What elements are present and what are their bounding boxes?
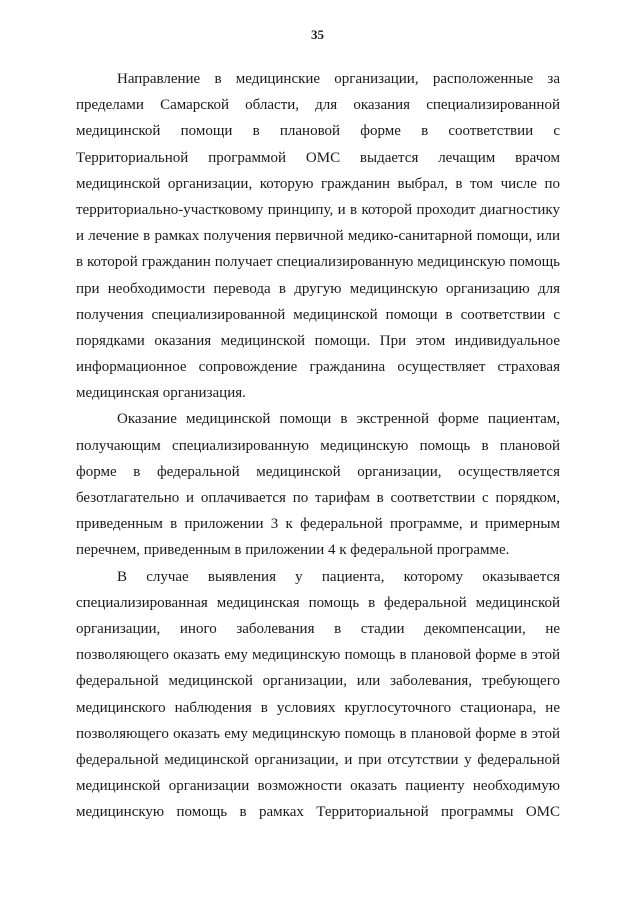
text-line: медицинскую помощь в рамках Территориальной программы ОМС (76, 804, 560, 821)
text-line: приведенным в приложении 3 к федеральной программе, и примерным (76, 516, 560, 533)
text-line: медицинской организации, которую гражданин выбрал, в том числе по (76, 175, 560, 192)
text-line: медицинского наблюдения в условиях круглосуточного стационара, не (76, 699, 560, 716)
paragraph-1 (76, 66, 560, 406)
body-text (76, 66, 560, 825)
page-number: 35 (311, 27, 324, 42)
text-line: при необходимости перевода в другую медицинскую организацию для (76, 280, 560, 297)
text-line: перечнем, приведенным в приложении 4 к федеральной программе. (76, 542, 510, 559)
text-line: организации, иного заболевания в стадии декомпенсации, не (76, 620, 560, 637)
text-line: пределами Самарской области, для оказания специализированной (76, 97, 560, 114)
text-line: получающим специализированную медицинскую помощь в плановой (76, 437, 560, 454)
text-line: позволяющего оказать ему медицинскую помощь в плановой форме в этой (76, 725, 560, 742)
text-line: специализированная медицинская помощь в федеральной медицинской (76, 594, 560, 611)
text-line: в которой гражданин получает специализированную медицинскую помощь (76, 254, 560, 271)
text-line: медицинской помощи в плановой форме в соответствии с (76, 123, 560, 140)
text-line: медицинской организации возможности оказать пациенту необходимую (76, 778, 560, 795)
text-line: информационное сопровождение гражданина осуществляет страховая (76, 359, 560, 376)
text-line: Территориальной программой ОМС выдается лечащим врачом (76, 149, 560, 166)
paragraph-2 (76, 406, 560, 563)
text-line: форме в федеральной медицинской организации, осуществляется (76, 463, 560, 480)
text-line: порядками оказания медицинской помощи. При этом индивидуальное (76, 332, 560, 349)
text-line: медицинская организация. (76, 385, 246, 402)
text-line: территориально-участковому принципу, и в которой проходит диагностику (76, 201, 560, 218)
text-line: безотлагательно и оплачивается по тарифам в соответствии с порядком, (76, 490, 560, 506)
text-line: получения специализированной медицинской помощи в соответствии с (76, 306, 560, 323)
text-line: Оказание медицинской помощи в экстренной форме пациентам, (117, 411, 560, 428)
text-line: федеральной медицинской организации, или заболевания, требующего (76, 673, 560, 690)
paragraph-3 (76, 564, 560, 826)
text-line: федеральной медицинской организации, и при отсутствии у федеральной (76, 751, 560, 768)
text-line: Направление в медицинские организации, расположенные за (117, 71, 560, 87)
text-line: и лечение в рамках получения первичной медико-санитарной помощи, или (76, 228, 560, 245)
text-line: В случае выявления у пациента, которому оказывается (117, 568, 560, 585)
text-line: позволяющего оказать ему медицинскую помощь в плановой форме в этой (76, 647, 560, 664)
